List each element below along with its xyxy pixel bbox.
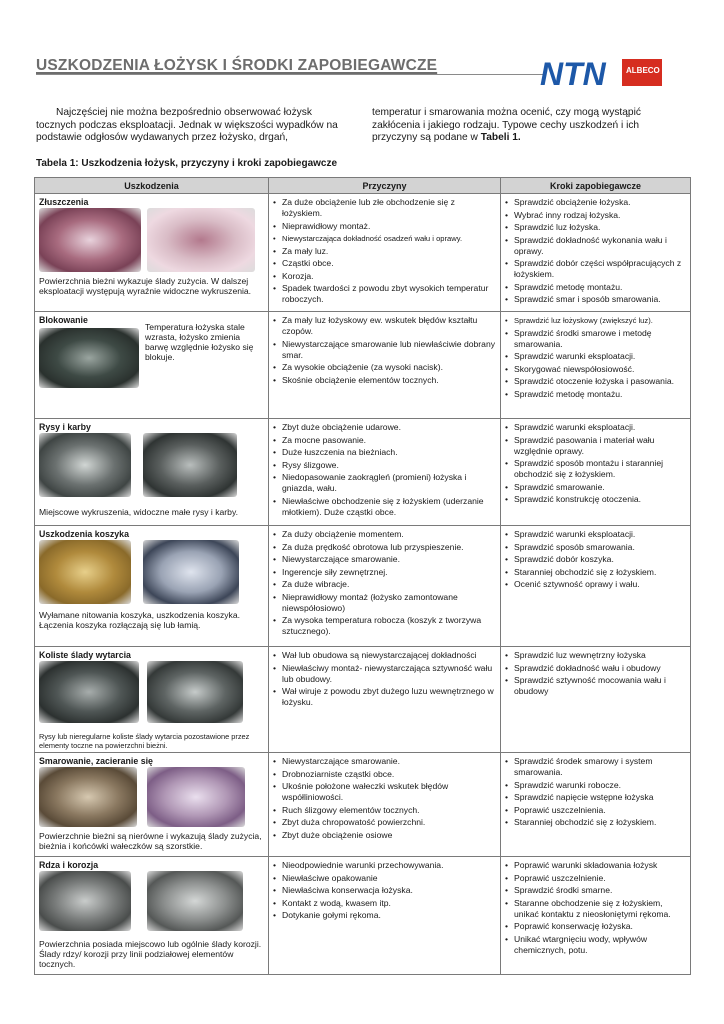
damage-description: Temperatura łożyska stale wzrasta, łożysko zmienia barwę względnie łożysko się blokuje. — [145, 322, 254, 362]
cause-item: • Niewystarczająca dokładność osadzeń wału i oprawy. — [273, 233, 496, 244]
steps-list — [505, 529, 686, 590]
damage-description: Miejscowe wykruszenia, widoczne małe rysy i karby. — [39, 507, 238, 517]
causes-list — [273, 756, 496, 841]
table-row — [35, 312, 691, 419]
step-item: • Sprawdzić środki smarowe i metodę smarowania. — [505, 328, 686, 350]
bearing-damage-photo — [147, 767, 245, 827]
damage-cell — [35, 647, 269, 753]
cause-item: • Za mały luz łożyskowy ew. wskutek błędów kształtu czopów. — [273, 315, 496, 337]
cause-item: • Nieprawidłowy montaż (łożysko zamontowane niewspółosiowo) — [273, 592, 496, 614]
step-item: • Unikać wtargnięciu wody, wpływów chemicznych, potu. — [505, 934, 686, 956]
steps-list — [505, 860, 686, 956]
step-item: • Sprawdzić sposób smarowania. — [505, 542, 686, 553]
cause-item: • Korozja. — [273, 271, 496, 282]
step-item: • Skorygować niewspółosiowość. — [505, 364, 686, 375]
bearing-damage-photo — [143, 540, 239, 604]
cause-item: • Niewłaściwa konserwacja łożyska. — [273, 885, 496, 896]
cause-item: • Za wysokie obciążenie (za wysoki nacisk). — [273, 362, 496, 373]
step-item: • Staranniej obchodzić się z łożyskiem. — [505, 817, 686, 828]
table-row — [35, 194, 691, 312]
cause-item: • Za mały luz. — [273, 246, 496, 257]
step-item: • Sprawdzić warunki eksploatacji. — [505, 351, 686, 362]
causes-list — [273, 529, 496, 637]
steps-list — [505, 197, 686, 305]
table-row — [35, 857, 691, 975]
table-header-row — [35, 178, 691, 194]
causes-cell — [269, 312, 501, 419]
cause-item: • Niewystarczające smarowanie. — [273, 554, 496, 565]
damage-title: Smarowanie, zacieranie się — [39, 756, 153, 766]
cause-item: • Za wysoka temperatura robocza (koszyk z tworzywa sztucznego). — [273, 615, 496, 637]
bearing-damage-photo — [143, 433, 237, 497]
bearing-damage-photo — [39, 208, 141, 272]
cause-item: • Skośnie obciążenie elementów tocznych. — [273, 375, 496, 386]
steps-list — [505, 756, 686, 828]
damage-title: Złuszczenia — [39, 197, 89, 207]
bearing-damage-photo — [39, 540, 131, 604]
column-header-steps: Kroki zapobiegawcze — [501, 178, 691, 194]
step-item: • Ocenić sztywność oprawy i wału. — [505, 579, 686, 590]
step-item: • Sprawdzić warunki robocze. — [505, 780, 686, 791]
cause-item: • Nieodpowiednie warunki przechowywania. — [273, 860, 496, 871]
bearing-damage-photo — [147, 208, 255, 272]
damage-cell — [35, 857, 269, 975]
bearing-damage-photo — [39, 433, 131, 497]
step-item: • Sprawdzić sposób montażu i staranniej obchodzić się z łożyskiem. — [505, 458, 686, 480]
step-item: • Sprawdzić dobór części współpracujących z łożyskiem. — [505, 258, 686, 280]
table-row — [35, 647, 691, 753]
ntn-logo: NTN — [540, 56, 606, 90]
cause-item: • Niewystarczające smarowanie. — [273, 756, 496, 767]
damage-description: Powierzchnia posiada miejscowo lub ogólnie ślady korozji. Ślady rdzy/ korozji przy linii podziałowej elementów tocznych. — [39, 939, 262, 969]
causes-list — [273, 315, 496, 386]
damage-description: Rysy lub nieregularne koliste ślady wytarcia pozostawione przez elementy toczne na powierzchni bieżni. — [39, 732, 250, 750]
step-item: • Poprawić uszczelnienia. — [505, 805, 686, 816]
cause-item: • Duże łuszczenia na bieżniach. — [273, 447, 496, 458]
step-item: • Sprawdzić pasowania i materiał wału względnie oprawy. — [505, 435, 686, 457]
damage-description: Powierzchnie bieżni są nierówne i wykazują ślady zużycia, bieżnia i końcówki wałeczków są szorstkie. — [39, 831, 262, 851]
title-divider — [36, 74, 546, 75]
steps-cell — [501, 312, 691, 419]
cause-item: • Niewłaściwy montaż- niewystarczająca sztywność wału lub obudowy. — [273, 663, 496, 685]
bearing-damage-photo — [147, 661, 243, 723]
cause-item: • Ukośnie położone wałeczki wskutek błędów współliniowości. — [273, 781, 496, 803]
causes-cell — [269, 419, 501, 526]
cause-item: • Dotykanie gołymi rękoma. — [273, 910, 496, 921]
column-header-damage: Uszkodzenia — [35, 178, 269, 194]
causes-list — [273, 197, 496, 305]
column-header-causes: Przyczyny — [269, 178, 501, 194]
cause-item: • Za mocne pasowanie. — [273, 435, 496, 446]
cause-item: • Nieprawidłowy montaż. — [273, 221, 496, 232]
step-item: • Sprawdzić dokładność wału i obudowy — [505, 663, 686, 674]
intro-column-left: Najczęściej nie można bezpośrednio obserwować łożysk tocznych podczas eksploatacji. Jednak w większości wypadków na podstawie odgłosów wydawanych przez łożysko, drgań, — [36, 107, 338, 144]
cause-item: • Ingerencje siły zewnętrznej. — [273, 567, 496, 578]
steps-cell — [501, 419, 691, 526]
steps-list — [505, 315, 686, 400]
step-item: • Poprawić warunki składowania łożysk — [505, 860, 686, 871]
cause-item: • Zbyt duże obciążenie osiowe — [273, 830, 496, 841]
step-item: • Sprawdzić smarowanie. — [505, 482, 686, 493]
cause-item: • Spadek twardości z powodu zbyt wysokich temperatur roboczych. — [273, 283, 496, 305]
step-item: • Sprawdzić dobór koszyka. — [505, 554, 686, 565]
step-item: • Staranne obchodzenie się z łożyskiem, unikać kontaktu z nieosłoniętymi rękoma. — [505, 898, 686, 920]
cause-item: • Cząstki obce. — [273, 258, 496, 269]
step-item: • Sprawdzić konstrukcję otoczenia. — [505, 494, 686, 505]
step-item: • Wybrać inny rodzaj łożyska. — [505, 210, 686, 221]
damage-cell — [35, 526, 269, 647]
step-item: • Sprawdzić warunki eksploatacji. — [505, 529, 686, 540]
damage-cell — [35, 419, 269, 526]
cause-item: • Ruch ślizgowy elementów tocznych. — [273, 805, 496, 816]
cause-item: • Niewystarczające smarowanie lub niewłaściwie dobrany smar. — [273, 339, 496, 361]
damage-cell — [35, 753, 269, 857]
cause-item: • Zbyt duże obciążenie udarowe. — [273, 422, 496, 433]
causes-cell — [269, 194, 501, 312]
cause-item: • Za duże obciążenie lub złe obchodzenie się z łożyskiem. — [273, 197, 496, 219]
step-item: • Sprawdzić warunki eksploatacji. — [505, 422, 686, 433]
damage-description: Wyłamane nitowania koszyka, uszkodzenia koszyka. Łączenia koszyka rozłączają się lub łamią. — [39, 610, 241, 630]
cause-item: • Za duża prędkość obrotowa lub przyspieszenie. — [273, 542, 496, 553]
steps-list — [505, 650, 686, 697]
table-row — [35, 419, 691, 526]
step-item: • Sprawdzić środki smarne. — [505, 885, 686, 896]
step-item: • Sprawdzić sztywność mocowania wału i obudowy — [505, 675, 686, 697]
cause-item: • Wał wiruje z powodu zbyt dużego luzu wewnętrznego w łożysku. — [273, 686, 496, 708]
step-item: • Sprawdzić napięcie wstępne łożyska — [505, 792, 686, 803]
damage-cell — [35, 194, 269, 312]
damage-cell — [35, 312, 269, 419]
svg-text:ALBECO: ALBECO — [626, 66, 660, 75]
ntn-albeco-logo — [540, 54, 724, 90]
steps-cell — [501, 857, 691, 975]
cause-item: • Rysy ślizgowe. — [273, 460, 496, 471]
step-item: • Staranniej obchodzić się z łożyskiem. — [505, 567, 686, 578]
cause-item: • Drobnoziarniste cząstki obce. — [273, 769, 496, 780]
steps-list — [505, 422, 686, 505]
step-item: • Sprawdzić otoczenie łożyska i pasowania. — [505, 376, 686, 387]
steps-cell — [501, 753, 691, 857]
causes-list — [273, 860, 496, 921]
step-item: • Sprawdzić metodę montażu. — [505, 282, 686, 293]
steps-cell — [501, 526, 691, 647]
cause-item: • Zbyt duża chropowatość powierzchni. — [273, 817, 496, 828]
steps-cell — [501, 194, 691, 312]
causes-cell — [269, 526, 501, 647]
step-item: • Poprawić uszczelnienie. — [505, 873, 686, 884]
step-item: • Sprawdzić obciążenie łożyska. — [505, 197, 686, 208]
damage-title: Koliste ślady wytarcia — [39, 650, 131, 660]
bearing-damage-photo — [39, 328, 139, 388]
damage-title: Rysy i karby — [39, 422, 91, 432]
intro-column-right: temperatur i smarowania można ocenić, czy mogą wystąpić zakłócenia i jakiego rodzaju. Typowe cechy uszkodzeń i ich przyczyny są podane w Tabeli 1. — [372, 107, 641, 144]
cause-item: • Wał lub obudowa są niewystarczającej dokładności — [273, 650, 496, 661]
damage-title: Rdza i korozja — [39, 860, 99, 870]
bearing-damage-photo — [147, 871, 243, 931]
step-item: • Sprawdzić luz łożyska. — [505, 222, 686, 233]
damage-table — [34, 177, 691, 975]
causes-cell — [269, 857, 501, 975]
step-item: • Sprawdzić smar i sposób smarowania. — [505, 294, 686, 305]
cause-item: • Niewłaściwe opakowanie — [273, 873, 496, 884]
causes-list — [273, 422, 496, 518]
table-row — [35, 526, 691, 647]
step-item: • Sprawdzić dokładność wykonania wału i oprawy. — [505, 235, 686, 257]
step-item: • Poprawić konserwację łożyska. — [505, 921, 686, 932]
step-item: • Sprawdzić środek smarowy i system smarowania. — [505, 756, 686, 778]
table-caption: Tabela 1: Uszkodzenia łożysk, przyczyny i kroki zapobiegawcze — [36, 158, 338, 169]
causes-list — [273, 650, 496, 708]
cause-item: • Kontakt z wodą, kwasem itp. — [273, 898, 496, 909]
causes-cell — [269, 647, 501, 753]
page-header — [36, 54, 688, 90]
bearing-damage-photo — [39, 767, 137, 827]
cause-item: • Niewłaściwe obchodzenie się z łożyskiem (uderzanie młotkiem). Duże cząstki obce. — [273, 496, 496, 518]
page-title: USZKODZENIA ŁOŻYSK I ŚRODKI ZAPOBIEGAWCZE — [36, 57, 438, 74]
cause-item: • Za duże wibracje. — [273, 579, 496, 590]
steps-cell — [501, 647, 691, 753]
damage-title: Blokowanie — [39, 315, 88, 325]
step-item: • Sprawdzić luz łożyskowy (zwiększyć luz). — [505, 315, 686, 326]
damage-description: Powierzchnia bieżni wykazuje ślady zużycia. W dalszej eksploatacji występują wyraźnie widoczne wykruszenia. — [39, 276, 252, 296]
causes-cell — [269, 753, 501, 857]
step-item: • Sprawdzić metodę montażu. — [505, 389, 686, 400]
cause-item: • Za duży obciążenie momentem. — [273, 529, 496, 540]
table-row — [35, 753, 691, 857]
bearing-damage-photo — [39, 661, 139, 723]
cause-item: • Niedopasowanie zaokrągleń (promieni) łożyska i gniazda, wału. — [273, 472, 496, 494]
bearing-damage-photo — [39, 871, 131, 931]
damage-title: Uszkodzenia koszyka — [39, 529, 129, 539]
step-item: • Sprawdzić luz wewnętrzny łożyska — [505, 650, 686, 661]
